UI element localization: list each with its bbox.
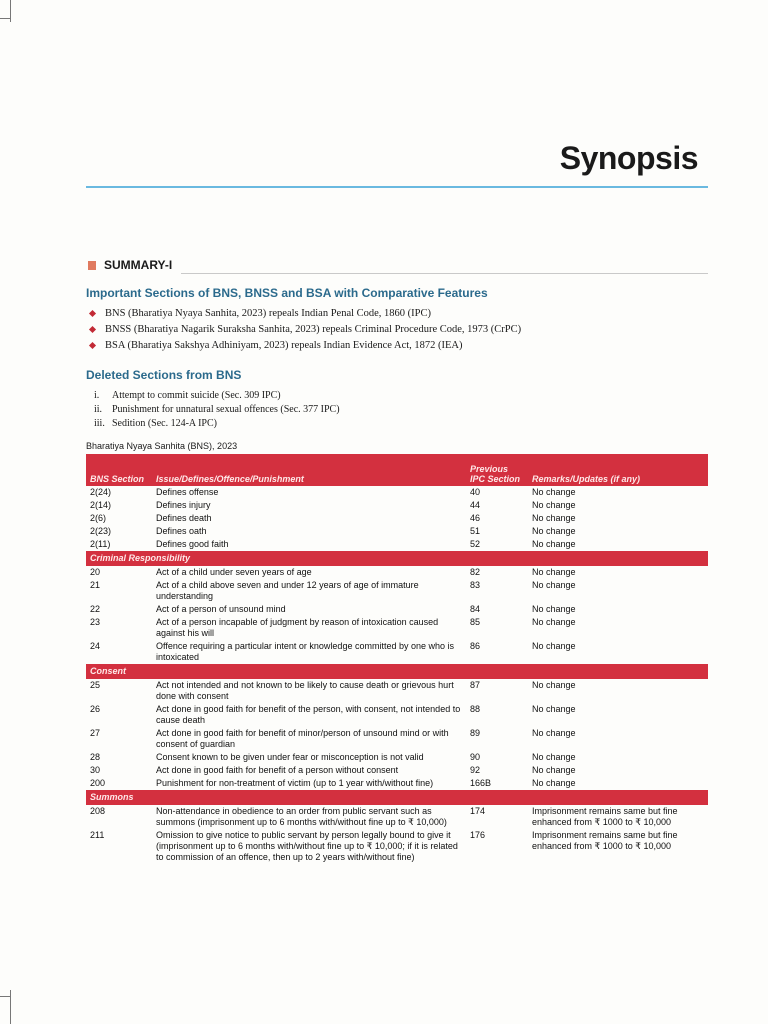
cell-issue: Act of a child above seven and under 12 years of age of immature understanding — [156, 580, 419, 601]
cell-bns-section: 24 — [90, 641, 101, 651]
cell-remarks: No change — [532, 526, 576, 536]
section-header-row — [86, 790, 708, 805]
cell-bns-section: 2(24) — [90, 487, 112, 497]
cell-remarks: No change — [532, 513, 576, 523]
cell-remarks: No change — [532, 765, 576, 775]
cell-issue: Act of a person of unsound mind — [156, 604, 286, 614]
table-row — [86, 525, 708, 538]
important-sections-heading: Important Sections of BNS, BNSS and BSA with Comparative Features — [86, 286, 488, 300]
cell-previous-ipc-section: 86 — [470, 641, 481, 651]
bullet-text: BNS (Bharatiya Nyaya Sanhita, 2023) repeals Indian Penal Code, 1860 (IPC) — [105, 308, 432, 319]
cell-previous-ipc-section: 90 — [470, 752, 481, 762]
table-row — [86, 486, 708, 499]
cell-bns-section: 26 — [90, 704, 101, 714]
cell-remarks: No change — [532, 487, 576, 497]
table-row — [86, 579, 708, 603]
cell-remarks: No change — [532, 617, 576, 627]
section-header-row — [86, 664, 708, 679]
cell-issue: Act of a person incapable of judgment by reason of intoxication caused against his will — [156, 617, 439, 638]
cell-previous-ipc-section: 83 — [470, 580, 481, 590]
bullet-item — [88, 306, 521, 322]
cell-bns-section: 21 — [90, 580, 101, 590]
cell-issue: Act done in good faith for benefit of a person without consent — [156, 765, 399, 775]
cell-previous-ipc-section: 87 — [470, 680, 481, 690]
cell-previous-ipc-section: 44 — [470, 500, 481, 510]
cell-remarks: Imprisonment remains same but fine enhanced from ₹ 1000 to ₹ 10,000 — [532, 806, 678, 827]
crop-mark-bottom-horizontal — [0, 996, 10, 997]
table-row — [86, 751, 708, 764]
crop-mark-top-vertical — [10, 0, 11, 22]
cell-remarks: No change — [532, 641, 576, 651]
deleted-item — [94, 417, 340, 431]
cell-bns-section: 23 — [90, 617, 101, 627]
table-row — [86, 829, 708, 864]
deleted-item-text: Sedition (Sec. 124-A IPC) — [112, 418, 217, 429]
bns-comparison-table — [86, 454, 708, 864]
table-row — [86, 764, 708, 777]
cell-remarks: No change — [532, 728, 576, 738]
deleted-item-number: i. — [94, 390, 100, 401]
cell-bns-section: 2(23) — [90, 526, 112, 536]
cell-issue: Offence requiring a particular intent or knowledge committed by one who is intoxicated — [156, 641, 454, 662]
bullet-text: BSA (Bharatiya Sakshya Adhiniyam, 2023) repeals Indian Evidence Act, 1872 (IEA) — [105, 340, 463, 351]
cell-issue: Non-attendance in obedience to an order from public servant such as summons (imprisonment up to 6 months with/without fine up to ₹ 10,000) — [156, 806, 447, 827]
cell-remarks: No change — [532, 580, 576, 590]
summary-square-icon — [88, 261, 96, 270]
table-row — [86, 538, 708, 551]
cell-bns-section: 27 — [90, 728, 101, 738]
cell-bns-section: 30 — [90, 765, 101, 775]
table-row — [86, 727, 708, 751]
page-title: Synopsis — [559, 140, 698, 176]
cell-previous-ipc-section: 51 — [470, 526, 481, 536]
header-issue: Issue/Defines/Offence/Punishment — [152, 454, 466, 486]
cell-previous-ipc-section: 174 — [470, 806, 486, 816]
diamond-bullet-icon — [89, 342, 96, 349]
cell-issue: Punishment for non-treatment of victim (up to 1 year with/without fine) — [156, 778, 434, 788]
cell-issue: Act done in good faith for benefit of the person, with consent, not intended to cause death — [156, 704, 461, 725]
cell-issue: Defines oath — [156, 526, 207, 536]
cell-bns-section: 25 — [90, 680, 101, 690]
table-row — [86, 679, 708, 703]
cell-previous-ipc-section: 84 — [470, 604, 481, 614]
cell-bns-section: 2(6) — [90, 513, 107, 523]
table-row — [86, 616, 708, 640]
deleted-item — [94, 403, 340, 417]
crop-mark-top-horizontal — [0, 18, 10, 19]
cell-previous-ipc-section: 166B — [470, 778, 492, 788]
deleted-item — [94, 389, 340, 403]
repeal-bullet-list — [88, 306, 521, 354]
cell-previous-ipc-section: 176 — [470, 830, 486, 840]
table-row — [86, 499, 708, 512]
cell-remarks: No change — [532, 704, 576, 714]
summary-label: SUMMARY-I — [104, 258, 173, 272]
cell-remarks: No change — [532, 500, 576, 510]
cell-previous-ipc-section: 52 — [470, 539, 481, 549]
deleted-sections-heading: Deleted Sections from BNS — [86, 368, 242, 382]
header-previous-ipc-section: Previous IPC Section — [466, 454, 528, 486]
title-rule — [86, 186, 708, 188]
deleted-item-text: Attempt to commit suicide (Sec. 309 IPC) — [112, 390, 281, 401]
deleted-sections-list — [94, 389, 340, 431]
section-header-label: Criminal Responsibility — [86, 551, 708, 566]
cell-bns-section: 2(14) — [90, 500, 112, 510]
table-row — [86, 603, 708, 616]
table-body — [86, 486, 708, 864]
cell-issue: Omission to give notice to public servant by person legally bound to give it (imprisonment up to 6 months with/without fine up to ₹ 10,000; if it is related to commission of an offence, then up to 2 years with/without fine) — [156, 830, 458, 862]
cell-previous-ipc-section: 88 — [470, 704, 481, 714]
cell-bns-section: 211 — [90, 830, 105, 840]
table-row — [86, 805, 708, 829]
diamond-bullet-icon — [89, 310, 96, 317]
section-header-row — [86, 551, 708, 566]
cell-previous-ipc-section: 92 — [470, 765, 481, 775]
header-bns-section: BNS Section — [86, 454, 152, 486]
cell-issue: Act of a child under seven years of age — [156, 567, 312, 577]
deleted-item-number: ii. — [94, 404, 103, 415]
cell-previous-ipc-section: 40 — [470, 487, 481, 497]
cell-previous-ipc-section: 89 — [470, 728, 481, 738]
cell-bns-section: 2(11) — [90, 539, 111, 549]
summary-heading — [86, 258, 708, 274]
diamond-bullet-icon — [89, 326, 96, 333]
cell-bns-section: 28 — [90, 752, 101, 762]
header-remarks: Remarks/Updates (if any) — [528, 454, 708, 486]
cell-remarks: Imprisonment remains same but fine enhanced from ₹ 1000 to ₹ 10,000 — [532, 830, 678, 851]
cell-bns-section: 20 — [90, 567, 101, 577]
crop-mark-bottom-vertical — [10, 990, 11, 1024]
cell-remarks: No change — [532, 539, 576, 549]
cell-issue: Defines good faith — [156, 539, 229, 549]
cell-previous-ipc-section: 46 — [470, 513, 481, 523]
section-header-label: Summons — [86, 790, 708, 805]
cell-bns-section: 200 — [90, 778, 106, 788]
table-header-row — [86, 454, 708, 486]
bullet-text: BNSS (Bharatiya Nagarik Suraksha Sanhita, 2023) repeals Criminal Procedure Code, 1973 (CrPC) — [105, 324, 522, 335]
deleted-item-text: Punishment for unnatural sexual offences (Sec. 377 IPC) — [112, 404, 340, 415]
table-row — [86, 777, 708, 790]
cell-issue: Defines death — [156, 513, 212, 523]
table-row — [86, 566, 708, 579]
bullet-item — [88, 322, 521, 338]
deleted-item-number: iii. — [94, 418, 105, 429]
table-row — [86, 640, 708, 664]
cell-issue: Act done in good faith for benefit of minor/person of unsound mind or with consent of guardian — [156, 728, 449, 749]
cell-issue: Defines offense — [156, 487, 219, 497]
cell-remarks: No change — [532, 680, 576, 690]
cell-remarks: No change — [532, 752, 576, 762]
cell-previous-ipc-section: 85 — [470, 617, 481, 627]
table-row — [86, 512, 708, 525]
cell-bns-section: 208 — [90, 806, 106, 816]
cell-remarks: No change — [532, 604, 576, 614]
summary-rule — [181, 273, 708, 274]
cell-remarks: No change — [532, 567, 576, 577]
cell-issue: Act not intended and not known to be likely to cause death or grievous hurt done with consent — [156, 680, 454, 701]
table-row — [86, 703, 708, 727]
cell-bns-section: 22 — [90, 604, 101, 614]
section-header-label: Consent — [86, 664, 708, 679]
table-caption: Bharatiya Nyaya Sanhita (BNS), 2023 — [86, 441, 238, 451]
cell-issue: Consent known to be given under fear or misconception is not valid — [156, 752, 424, 762]
cell-remarks: No change — [532, 778, 576, 788]
cell-previous-ipc-section: 82 — [470, 567, 481, 577]
cell-issue: Defines injury — [156, 500, 211, 510]
bullet-item — [88, 338, 521, 354]
